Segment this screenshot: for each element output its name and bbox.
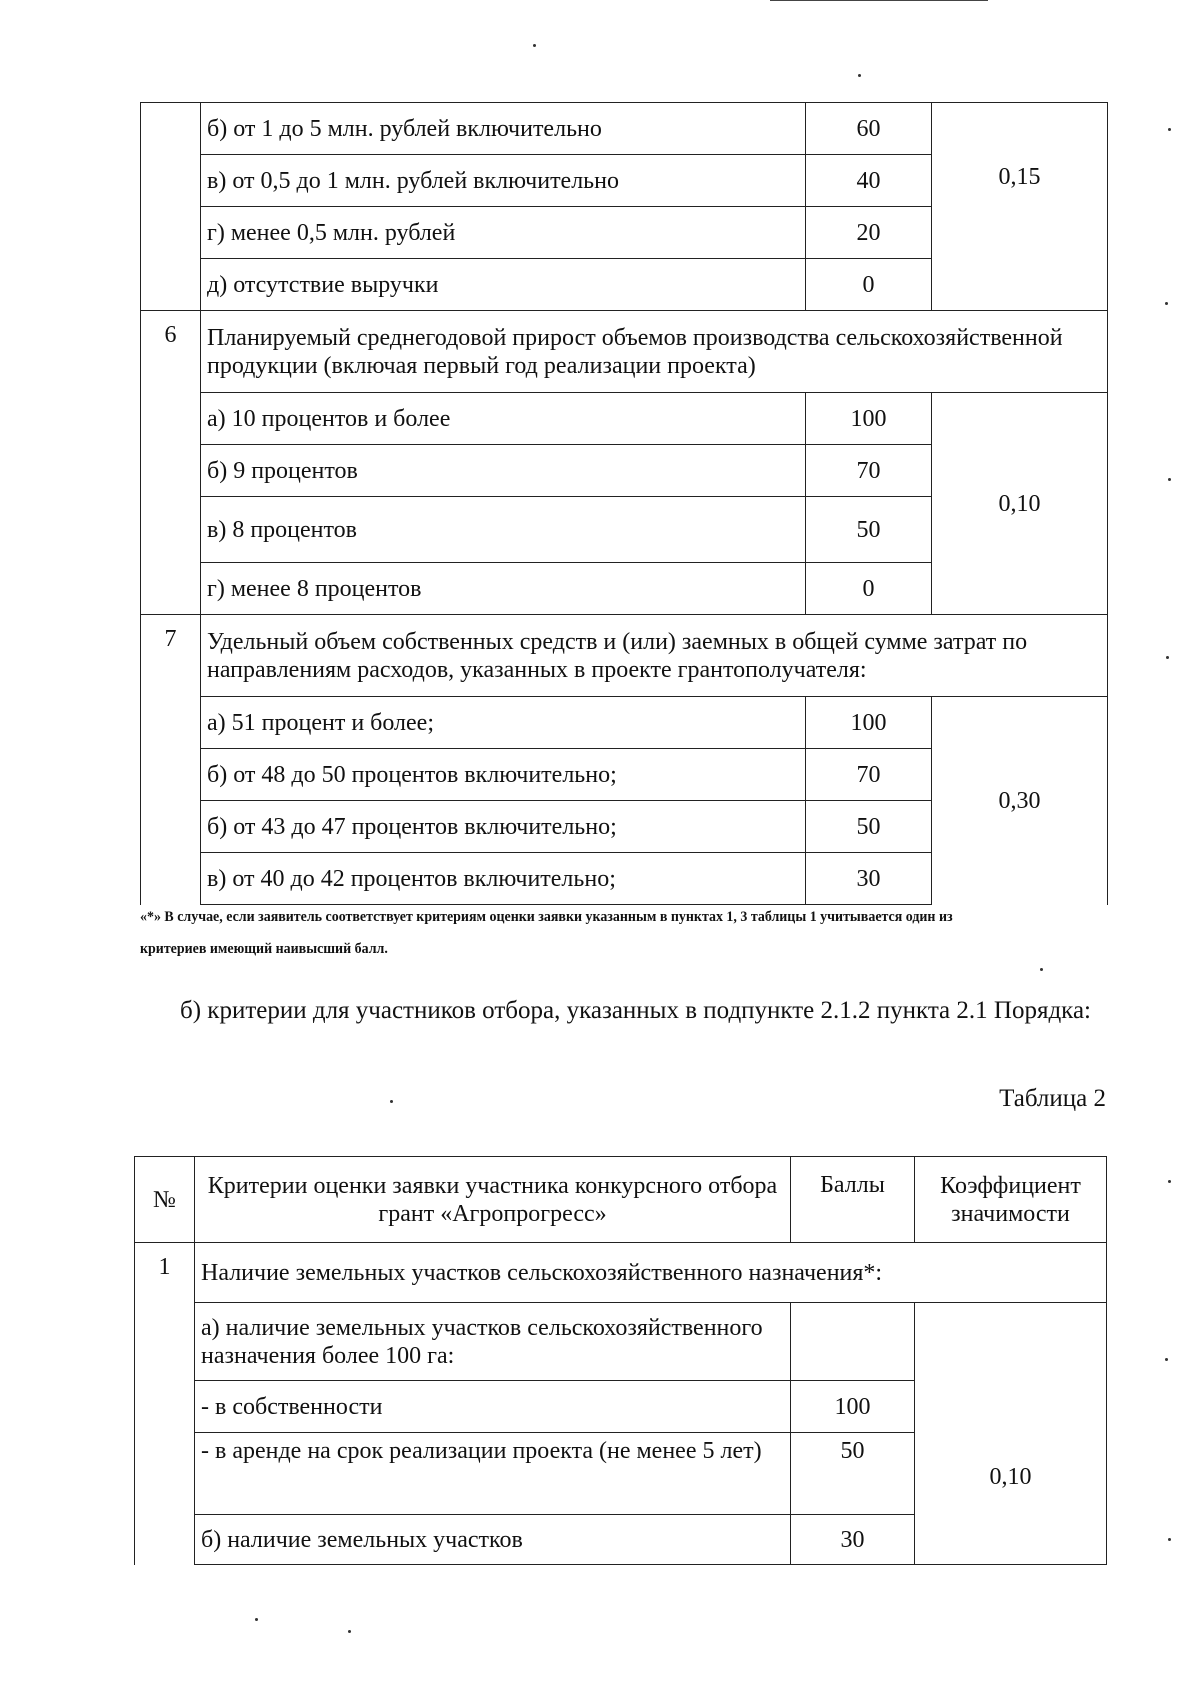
score-cell: 70 [806, 445, 932, 497]
table-row [141, 697, 1108, 749]
column-header-coefficient: Коэффициент значимости [915, 1157, 1107, 1243]
criterion-option: б) от 1 до 5 млн. рублей включительно [201, 103, 806, 155]
criterion-option: - в аренде на срок реализации проекта (не менее 5 лет) [195, 1433, 791, 1515]
criterion-title: Удельный объем собственных средств и (или) заемных в общей сумме затрат по направлениям расходов, указанных в проекте грантополучателя: [201, 615, 1108, 697]
table-row [141, 615, 1108, 697]
criteria-table-2 [134, 1156, 1107, 1565]
table-header-row [135, 1157, 1107, 1243]
score-cell: 20 [806, 207, 932, 259]
criterion-option: а) наличие земельных участков сельскохозяйственного назначения более 100 га: [195, 1303, 791, 1381]
column-header-score: Баллы [791, 1157, 915, 1243]
score-cell: 0 [806, 563, 932, 615]
score-cell: 100 [806, 697, 932, 749]
table-row [135, 1243, 1107, 1303]
criterion-number: 1 [135, 1243, 195, 1565]
score-cell: 100 [806, 393, 932, 445]
criterion-option: г) менее 0,5 млн. рублей [201, 207, 806, 259]
scan-speck [1165, 302, 1168, 305]
score-cell: 100 [791, 1381, 915, 1433]
footnote-line: критериев имеющий наивысший балл. [140, 941, 388, 957]
criterion-option: б) наличие земельных участков [195, 1515, 791, 1565]
criterion-option: г) менее 8 процентов [201, 563, 806, 615]
coefficient-cell: 0,10 [932, 393, 1108, 615]
scan-speck [533, 44, 536, 47]
table-row [135, 1303, 1107, 1381]
score-cell: 50 [806, 801, 932, 853]
criterion-title: Наличие земельных участков сельскохозяйственного назначения*: [195, 1243, 1107, 1303]
criterion-title: Планируемый среднегодовой прирост объемов производства сельскохозяйственной продукции (включая первый год реализации проекта) [201, 311, 1108, 393]
scan-speck [1168, 478, 1171, 481]
scan-speck [1040, 968, 1043, 971]
scan-speck [858, 74, 861, 77]
criterion-option: - в собственности [195, 1381, 791, 1433]
table-row [141, 103, 1108, 155]
footnote-line: «*» В случае, если заявитель соответствует критериям оценки заявки указанным в пунктах 1, 3 таблицы 1 учитывается один из [140, 909, 953, 925]
score-cell: 50 [791, 1433, 915, 1515]
scan-speck [255, 1618, 258, 1621]
criterion-option: б) от 43 до 47 процентов включительно; [201, 801, 806, 853]
column-header-number: № [135, 1157, 195, 1243]
score-cell: 50 [806, 497, 932, 563]
scan-speck [390, 1100, 393, 1103]
table-row [141, 311, 1108, 393]
score-cell: 60 [806, 103, 932, 155]
score-cell: 40 [806, 155, 932, 207]
score-cell: 0 [806, 259, 932, 311]
criterion-option: б) от 48 до 50 процентов включительно; [201, 749, 806, 801]
coefficient-cell: 0,10 [915, 1303, 1107, 1565]
scan-speck [1168, 1538, 1171, 1541]
table-caption: Таблица 2 [999, 1085, 1106, 1112]
criterion-option: в) от 40 до 42 процентов включительно; [201, 853, 806, 905]
scan-speck [348, 1630, 351, 1633]
table-footnote [140, 908, 1040, 959]
score-cell [791, 1303, 915, 1381]
criterion-option: в) от 0,5 до 1 млн. рублей включительно [201, 155, 806, 207]
criterion-option: в) 8 процентов [201, 497, 806, 563]
criterion-option: а) 51 процент и более; [201, 697, 806, 749]
header-rule [770, 0, 988, 1]
criterion-option: б) 9 процентов [201, 445, 806, 497]
scan-speck [1168, 128, 1171, 131]
criterion-option: д) отсутствие выручки [201, 259, 806, 311]
scan-speck [1165, 1358, 1168, 1361]
scan-speck [1166, 656, 1169, 659]
criterion-option: а) 10 процентов и более [201, 393, 806, 445]
row-number-cell [141, 103, 201, 311]
coefficient-cell: 0,15 [932, 103, 1108, 311]
table-row [141, 393, 1108, 445]
score-cell: 70 [806, 749, 932, 801]
score-cell: 30 [806, 853, 932, 905]
criterion-number: 6 [141, 311, 201, 615]
criterion-number: 7 [141, 615, 201, 905]
criteria-table-1 [140, 102, 1108, 905]
score-cell: 30 [791, 1515, 915, 1565]
column-header-criteria: Критерии оценки заявки участника конкурсного отбора грант «Агропрогресс» [195, 1157, 791, 1243]
coefficient-cell: 0,30 [932, 697, 1108, 905]
body-paragraph: б) критерии для участников отбора, указанных в подпункте 2.1.2 пункта 2.1 Порядка: [180, 997, 1091, 1024]
scan-speck [1168, 1180, 1171, 1183]
